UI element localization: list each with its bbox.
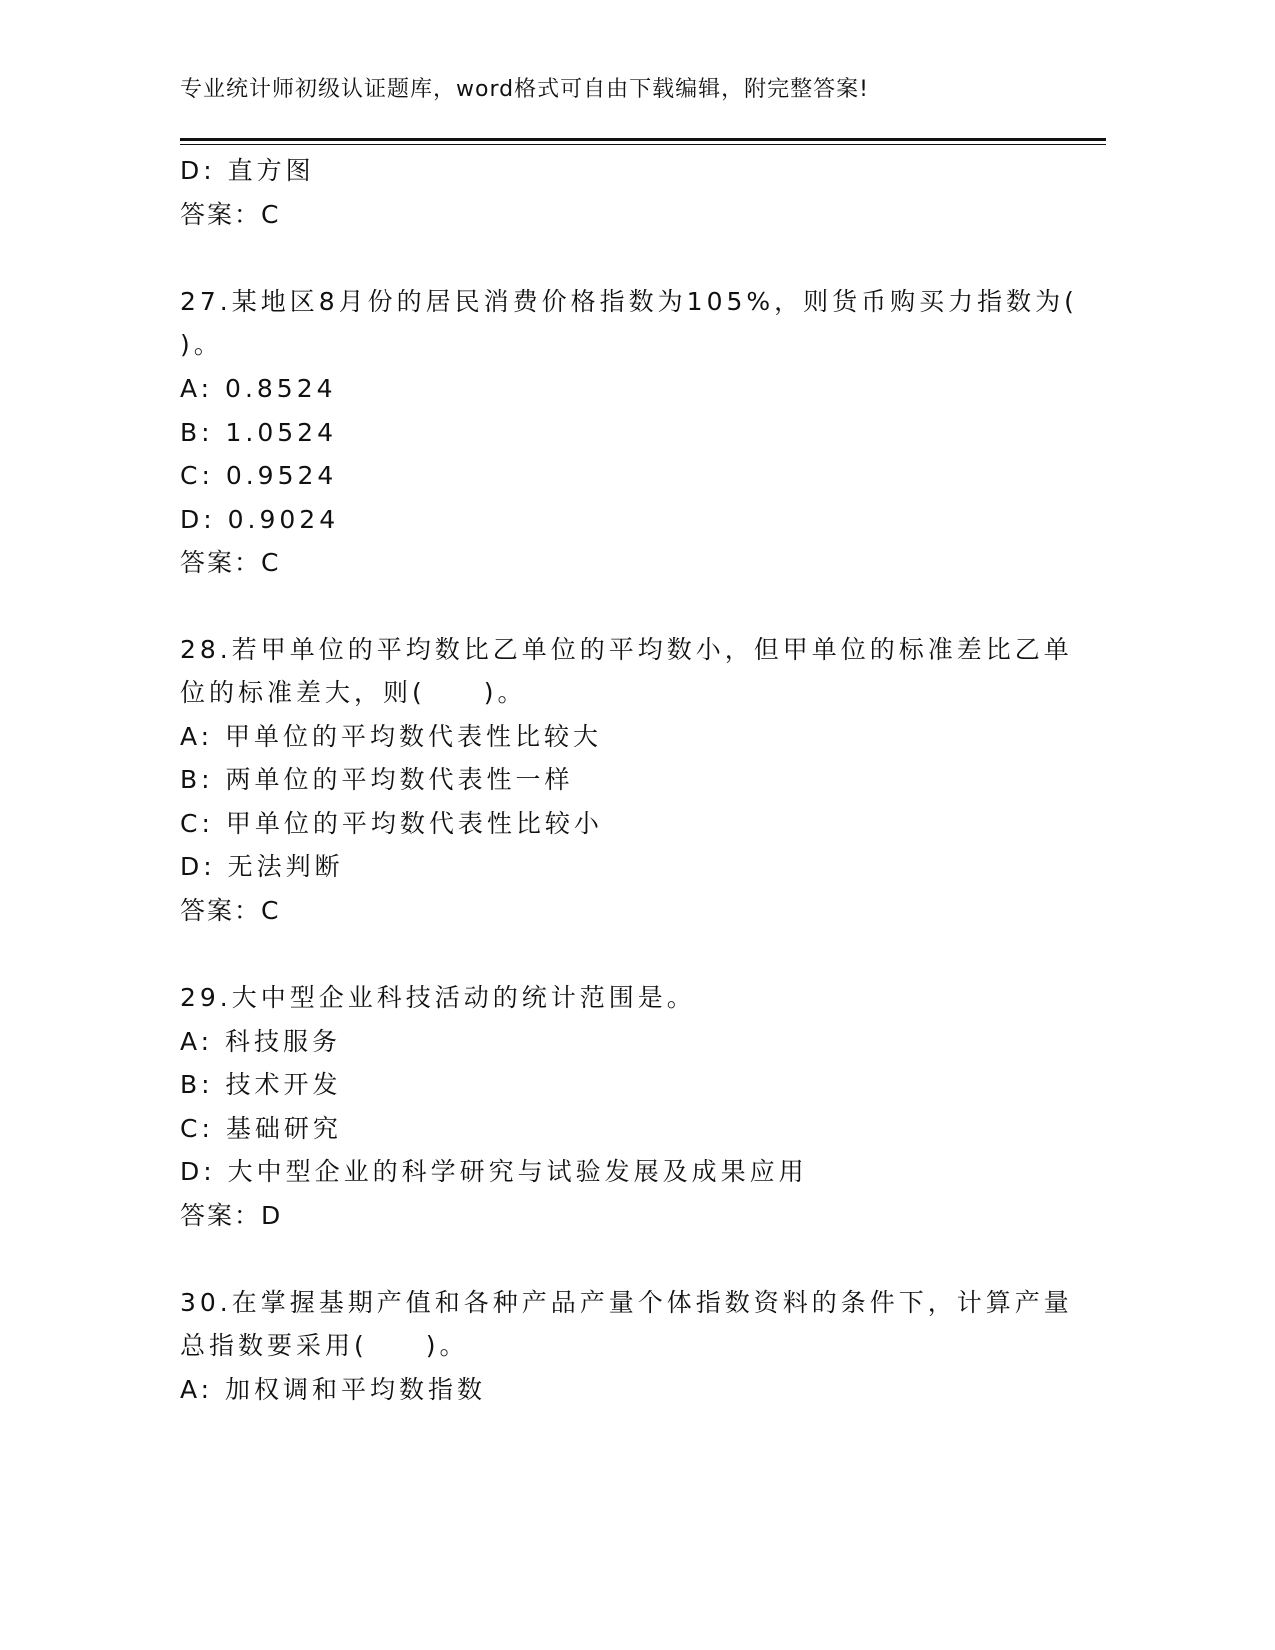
- question-stem: 28.若甲单位的平均数比乙单位的平均数小，但甲单位的标准差比乙单: [180, 635, 1073, 664]
- question-stem: )。: [180, 330, 223, 359]
- question-stem: 27.某地区8月份的居民消费价格指数为105%，则货币购买力指数为(: [180, 287, 1078, 316]
- question-stem: 29.大中型企业科技活动的统计范围是。: [180, 983, 696, 1012]
- option-a: A: 0.8524: [180, 374, 337, 403]
- answer-line: 答案：D: [180, 1201, 283, 1230]
- answer-line: 答案：C: [180, 896, 281, 925]
- header-divider: [180, 138, 1106, 145]
- option-b: B: 技术开发: [180, 1070, 342, 1099]
- option-c: C: 基础研究: [180, 1114, 342, 1143]
- page-header: 专业统计师初级认证题库，word格式可自由下载编辑，附完整答案!: [180, 77, 869, 102]
- option-d: D: 大中型企业的科学研究与试验发展及成果应用: [180, 1157, 808, 1186]
- answer-line: 答案：C: [180, 200, 281, 229]
- option-d: D: 0.9024: [180, 505, 340, 534]
- option-a: A: 甲单位的平均数代表性比较大: [180, 722, 603, 751]
- option-b: B: 1.0524: [180, 418, 337, 447]
- option-d: D: 直方图: [180, 156, 315, 185]
- option-d: D: 无法判断: [180, 852, 344, 881]
- question-stem: 30.在掌握基期产值和各种产品产量个体指数资料的条件下，计算产量: [180, 1288, 1073, 1317]
- question-stem: 位的标准差大，则( )。: [180, 678, 527, 707]
- option-a: A: 科技服务: [180, 1027, 342, 1056]
- option-c: C: 甲单位的平均数代表性比较小: [180, 809, 603, 838]
- option-a: A: 加权调和平均数指数: [180, 1375, 487, 1404]
- answer-line: 答案：C: [180, 548, 281, 577]
- option-c: C: 0.9524: [180, 461, 338, 490]
- question-stem: 总指数要采用( )。: [180, 1331, 469, 1360]
- option-b: B: 两单位的平均数代表性一样: [180, 765, 574, 794]
